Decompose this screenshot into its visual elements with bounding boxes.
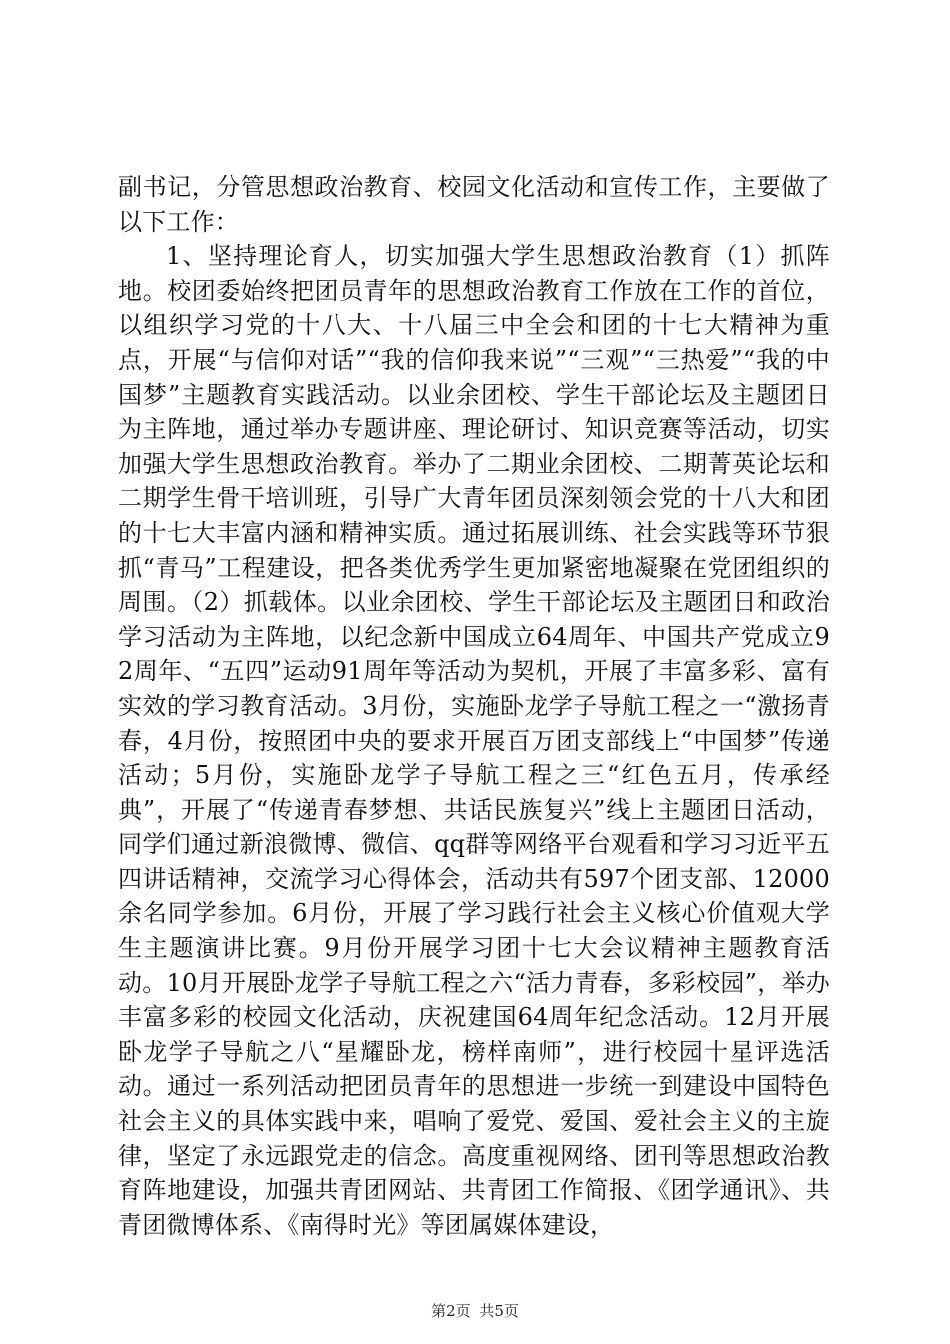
paragraph-theory-education: 1、坚持理论育人，切实加强大学生思想政治教育（1）抓阵地。校团委始终把团员青年的思想政治教育工作放在工作的首位，以组织学习党的十八大、十八届三中全会和团的十七大精神为重点，开展“与信仰对话”“我的信仰我来说”“三观”“三热爱”“我的中国梦”主题教育实践活动。以业余团校、学生干部论坛及主题团日为主阵地，通过举办专题讲座、理论研讨、知识竞赛等活动，切实加强大学生思想政治教育。举办了二期业余团校、二期菁英论坛和二期学生骨干培训班，引导广大青年团员深刻领会党的十八大和团的十七大丰富内涵和精神实质。通过拓展训练、社会实践等环节狠抓“青马”工程建设，把各类优秀学生更加紧密地凝聚在党团组织的周围。（2）抓载体。以业余团校、学生干部论坛及主题团日和政治学习活动为主阵地，以纪念新中国成立64周年、中国共产党成立92周年、“五四”运动91周年等活动为契机，开展了丰富多彩、富有实效的学习教育活动。3月份，实施卧龙学子导航工程之一“激扬青春，4月份，按照团中央的要求开展百万团支部线上“中国梦”传递活动；5月份，实施卧龙学子导航工程之三“红色五月，传承经典”，开展了“传递青春梦想、共话民族复兴”线上主题团日活动，同学们通过新浪微博、微信、qq群等网络平台观看和学习习近平五四讲话精神，交流学习心得体会，活动共有597个团支部、12000余名同学参加。6月份，开展了学习践行社会主义核心价值观大学生主题演讲比赛。9月份开展学习团十七大会议精神主题教育活动。10月开展卧龙学子导航工程之六“活力青春，多彩校园”，举办丰富多彩的校园文化活动，庆祝建国64周年纪念活动。12月开展卧龙学子导航之八“星耀卧龙，榜样南师”，进行校园十星评选活动。通过一系列活动把团员青年的思想进一步统一到建设中国特色社会主义的具体实践中来，唱响了爱党、爱国、爱社会主义的主旋律，坚定了永远跟党走的信念。高度重视网络、团刊等思想政治教育阵地建设，加强共青团网站、共青团工作简报、《团学通讯》、共青团微博体系、《南得时光》等团属媒体建设， <box>118 242 830 1239</box>
document-body <box>118 170 830 1242</box>
page-footer <box>0 1300 950 1321</box>
page-total: 共5页 <box>479 1302 519 1320</box>
paragraph-continuation: 副书记，分管思想政治教育、校园文化活动和宣传工作，主要做了以下工作： <box>118 173 830 236</box>
page-number: 第2页 <box>431 1302 471 1320</box>
